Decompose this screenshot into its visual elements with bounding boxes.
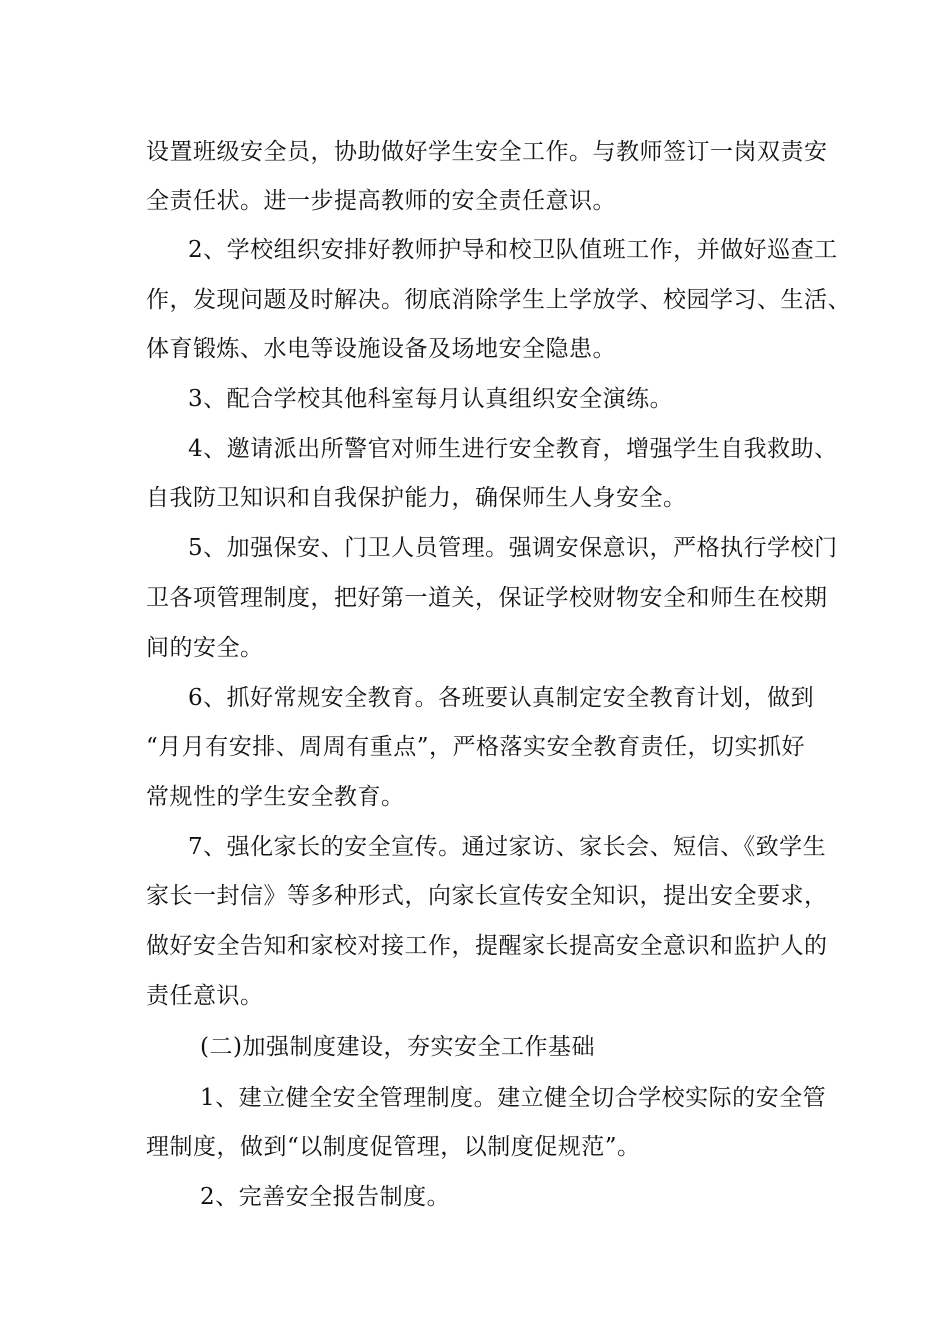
text-line-21: 理制度，做到“以制度促管理，以制度促规范”。 <box>146 1134 641 1160</box>
text-line-4: 作，发现问题及时解决。彻底消除学生上学放学、校园学习、生活、 <box>146 287 851 313</box>
text-line-1: 设置班级安全员，协助做好学生安全工作。与教师签订一岗双责安 <box>146 139 828 165</box>
text-line-9: 5、加强保安、门卫人员管理。强调安保意识，严格执行学校门 <box>188 535 838 561</box>
text-line-13: “月月有安排、周周有重点”，严格落实安全教育责任，切实抓好 <box>146 734 806 760</box>
text-line-16: 家长一封信》等多种形式，向家长宣传安全知识，提出安全要求， <box>146 883 828 909</box>
text-line-15: 7、强化家长的安全宣传。通过家访、家长会、短信、《致学生 <box>188 834 827 860</box>
text-line-10: 卫各项管理制度，把好第一道关，保证学校财物安全和师生在校期 <box>146 585 828 611</box>
text-line-6: 3、配合学校其他科室每月认真组织安全演练。 <box>188 386 674 412</box>
text-line-8: 自我防卫知识和自我保护能力，确保师生人身安全。 <box>146 485 687 511</box>
text-line-2: 全责任状。进一步提高教师的安全责任意识。 <box>146 188 616 214</box>
text-line-5: 体育锻炼、水电等设施设备及场地安全隐患。 <box>146 336 616 362</box>
section-heading: (二)加强制度建设，夯实安全工作基础 <box>200 1034 595 1060</box>
text-line-14: 常规性的学生安全教育。 <box>146 784 405 810</box>
text-line-18: 责任意识。 <box>146 983 264 1009</box>
text-line-11: 间的安全。 <box>146 635 264 661</box>
text-line-17: 做好安全告知和家校对接工作，提醒家长提高安全意识和监护人的 <box>146 933 828 959</box>
text-line-3: 2、学校组织安排好教师护导和校卫队值班工作，并做好巡查工 <box>188 237 838 263</box>
text-line-12: 6、抓好常规安全教育。各班要认真制定安全教育计划，做到 <box>188 685 815 711</box>
text-line-20: 1、建立健全安全管理制度。建立健全切合学校实际的安全管 <box>200 1085 827 1111</box>
text-line-7: 4、邀请派出所警官对师生进行安全教育，增强学生自我救助、 <box>188 436 838 462</box>
text-line-22: 2、完善安全报告制度。 <box>200 1184 451 1210</box>
